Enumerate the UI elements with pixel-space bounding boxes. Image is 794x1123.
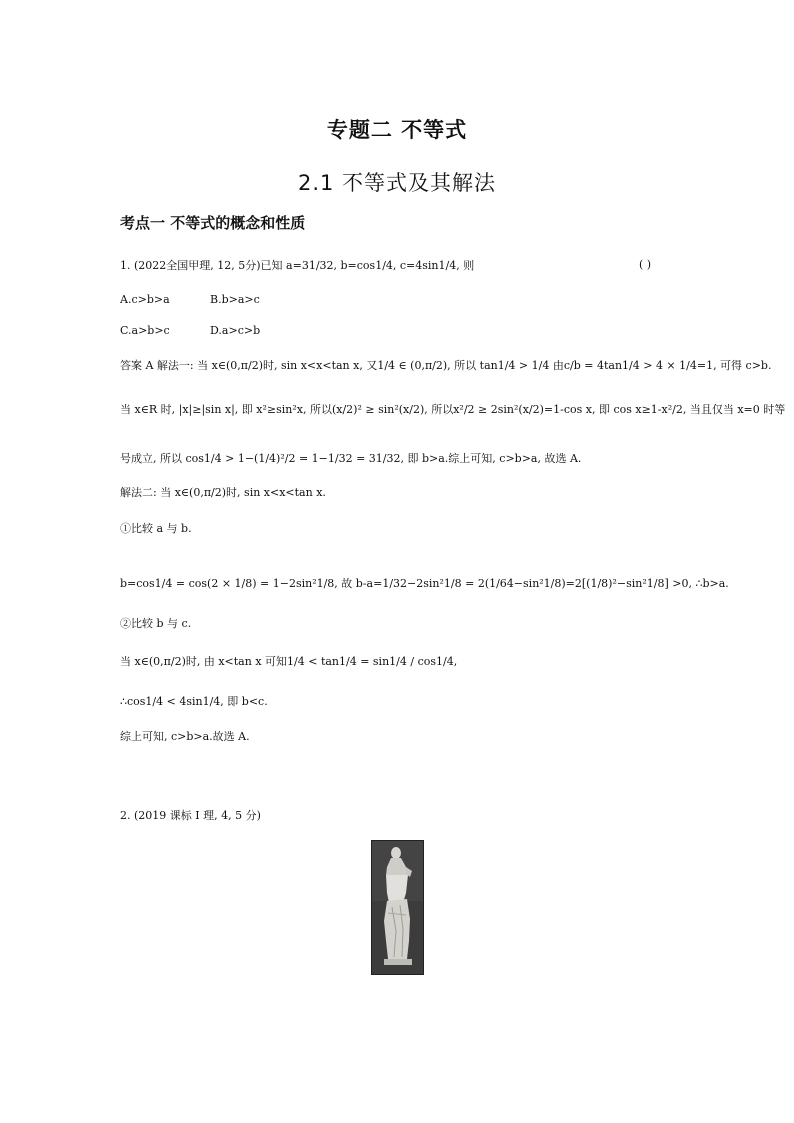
section-title: 2.1 不等式及其解法 [297, 171, 497, 195]
solution-line-6: b=cos1/4 = cos(2 × 1/8) = 1−2sin²1/8, 故 b-a=1/32−2sin²1/8 = 2(1/64−sin²1/8)=2[(1/8)²−sin²1/8] >0, ∴b>a. [120, 577, 729, 590]
solution-line-7: ②比较 b 与 c. [120, 617, 192, 630]
question-1-stem: 1. (2022全国甲理, 12, 5分)已知 a=31/32, b=cos1/4, c=4sin1/4, 则 [120, 259, 475, 272]
statue-icon [372, 841, 423, 974]
topic-heading: 考点一 不等式的概念和性质 [120, 214, 306, 232]
solution-line-8: 当 x∈(0,π/2)时, 由 x<tan x 可知1/4 < tan1/4 = sin1/4 / cos1/4, [120, 655, 458, 668]
solution-line-2: 当 x∈R 时, |x|≥|sin x|, 即 x²≥sin²x, 所以(x/2)² ≥ sin²(x/2), 所以x²/2 ≥ 2sin²(x/2)=1-cos x, 即 cos x≥1-x²/2, 当且仅当 x=0 时等 [120, 403, 786, 416]
statue-image [371, 840, 424, 975]
option-b: B.b>a>c [210, 293, 260, 306]
answer-blank: ( ) [639, 258, 652, 271]
chapter-title: 专题二 不等式 [326, 118, 468, 142]
solution-line-9: ∴cos1/4 < 4sin1/4, 即 b<c. [120, 695, 268, 708]
solution-line-3: 号成立, 所以 cos1/4 > 1−(1/4)²/2 = 1−1/32 = 31/32, 即 b>a.综上可知, c>b>a, 故选 A. [120, 452, 582, 465]
solution-line-5: ①比较 a 与 b. [120, 522, 192, 535]
option-d: D.a>c>b [210, 324, 261, 337]
solution-line-4: 解法二: 当 x∈(0,π/2)时, sin x<x<tan x. [120, 486, 326, 499]
option-a: A.c>b>a [120, 293, 170, 306]
solution-line-1: 答案 A 解法一: 当 x∈(0,π/2)时, sin x<x<tan x, 又1/4 ∈ (0,π/2), 所以 tan1/4 > 1/4 由c/b = 4tan1/4 > 4 × 1/4=1, 可得 c>b. [120, 359, 772, 372]
solution-line-10: 综上可知, c>b>a.故选 A. [120, 730, 250, 743]
option-c: C.a>b>c [120, 324, 170, 337]
question-2-stem: 2. (2019 课标 Ⅰ 理, 4, 5 分) [120, 809, 261, 822]
